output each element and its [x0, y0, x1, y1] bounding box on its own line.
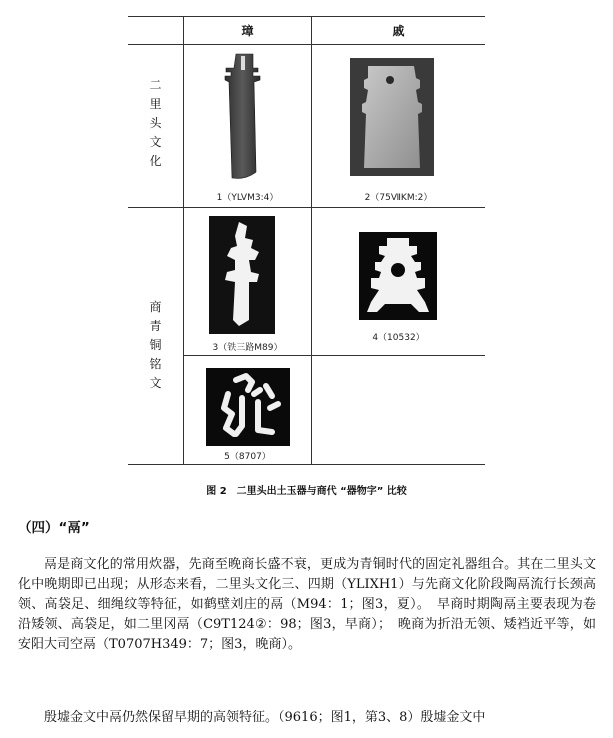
table-col-divider-1: [183, 16, 184, 465]
body-paragraph-1: 鬲是商文化的常用炊器，先商至晚商长盛不衰，更成为青铜时代的固定礼器组合。其在二里头文化中晚期即已出现；从形态来看，二里头文化三、四期（YLIXH1）与先商文化阶段陶鬲流行长颈高领、高袋足、细绳纹等特征，如鹤壁刘庄的鬲（M94：1；图3，夏）。 早商时期陶鬲主要表现为卷沿矮领、高袋足，如二里冈鬲（C9T124②：98；图3，早商）； 晚商为折沿无领、矮裆近平等，如安阳大司空鬲（T0707H349：7；图3，晚商）。: [18, 557, 596, 652]
row-label-erlitou: [128, 58, 183, 188]
table-col-divider-2: [311, 16, 312, 465]
caption-5: 5（8707）: [224, 452, 271, 462]
row-label-text: 商 青 铜 铭 文: [149, 299, 162, 390]
figure-title: 图 2 二里头出土玉器与商代 “器物字” 比较: [206, 486, 407, 497]
body-paragraph-2: 殷墟金文中鬲仍然保留早期的高领特征。（9616；图1，第3、8）殷墟金文中: [44, 710, 486, 725]
caption-4: 4（10532）: [372, 333, 425, 343]
table-header-divider: [128, 44, 485, 45]
inscription-3-rubbing: [209, 216, 275, 334]
table-border-bottom: [128, 464, 485, 465]
table-inner-divider: [183, 355, 485, 356]
inscription-5-rubbing: [206, 368, 290, 446]
row-label-text: 二 里 头 文 化: [149, 77, 162, 168]
column-header-qi: 戚: [392, 23, 405, 38]
jade-qi-photo: [350, 58, 434, 176]
caption-1: 1（YLVM3:4）: [216, 193, 279, 203]
inscription-4-rubbing: [359, 232, 437, 320]
section-heading: （四）“鬲”: [18, 520, 90, 536]
table-row-divider: [128, 207, 485, 208]
jade-zhang-photo: [198, 50, 298, 190]
caption-2: 2（75ⅦKM:2）: [364, 193, 433, 203]
row-label-shang-bronze: [128, 280, 183, 410]
caption-3: 3（铁三路M89）: [212, 343, 283, 353]
column-header-zhang: 璋: [241, 23, 254, 38]
